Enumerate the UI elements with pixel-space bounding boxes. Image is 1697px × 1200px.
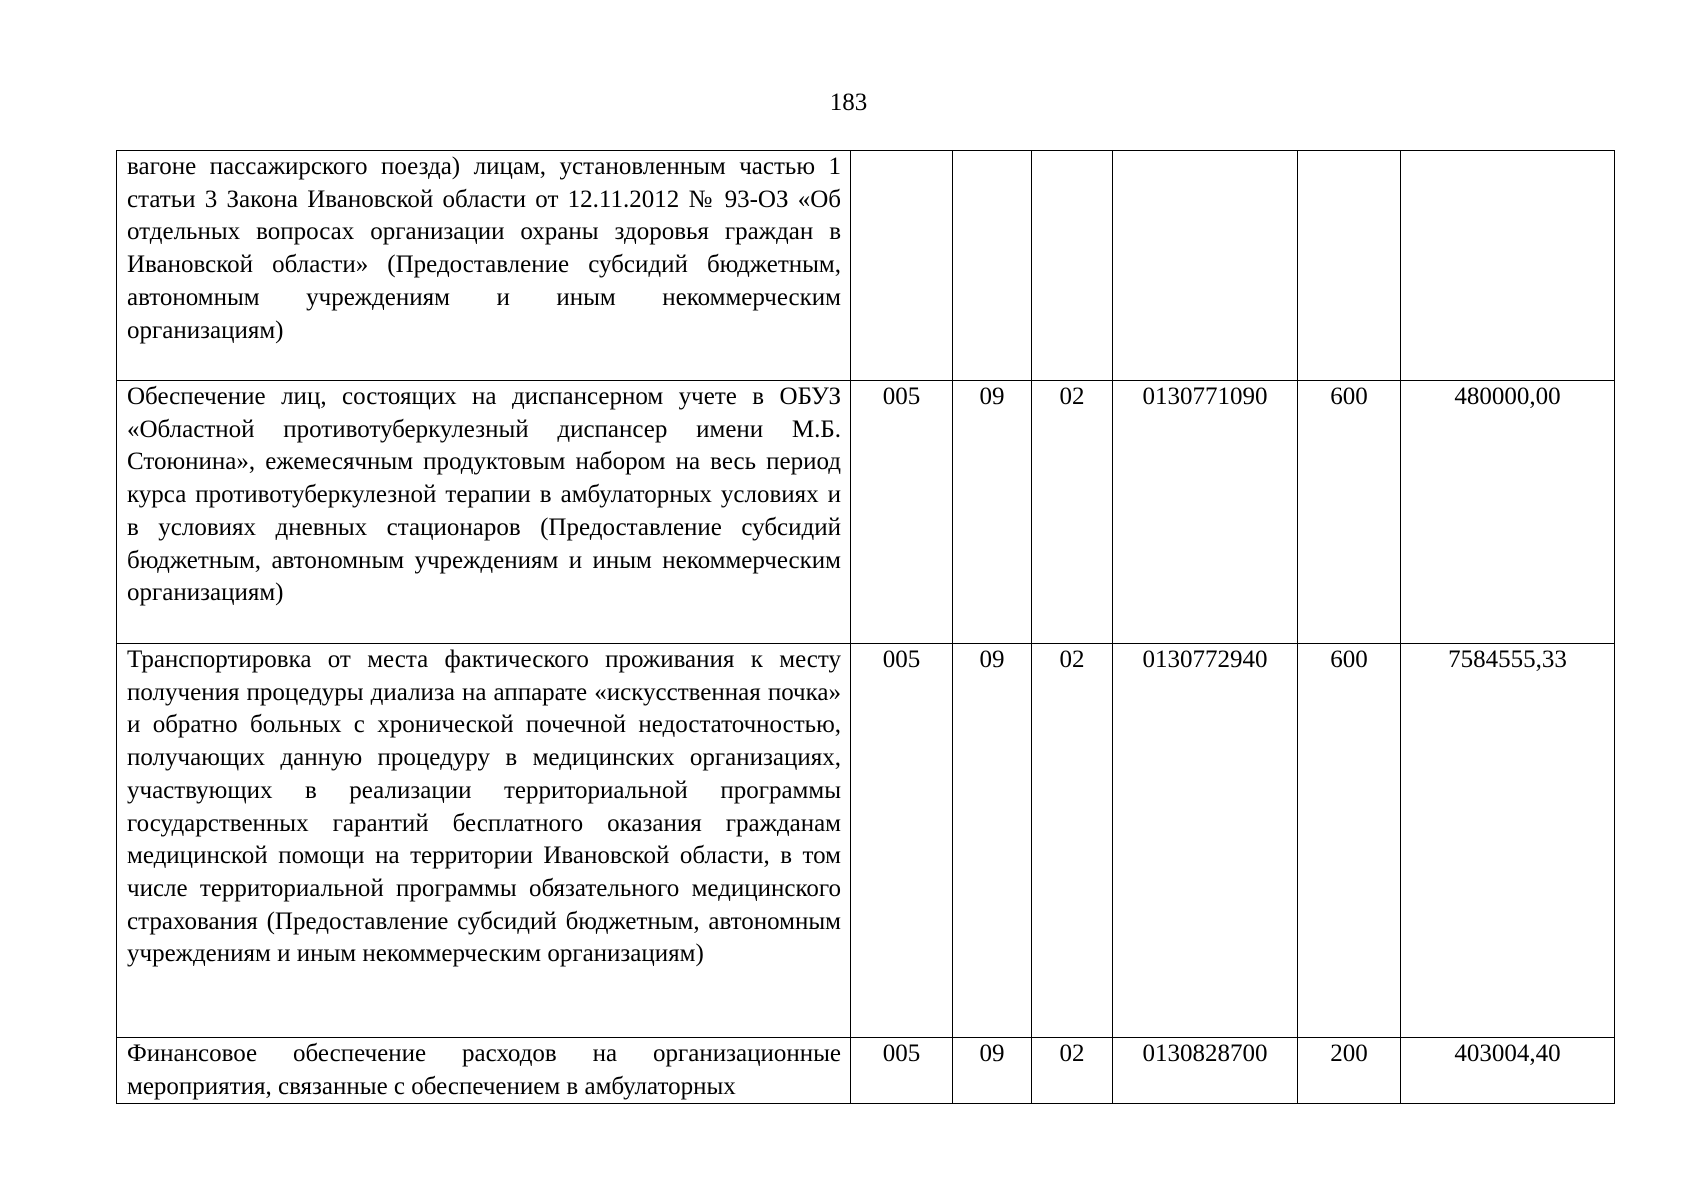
row-description: Транспортировка от места фактического проживания к месту получения процедуры диализа на аппарате «искусственная почка» и обратно больных с хронической почечной недостаточностью, получающих данную процедуру в медицинских организациях, участвующих в реализации территориальной программы государственных гарантий бесплатного оказания гражданам медицинской помощи на территории Ивановской области, в том числе территориальной программы обязательного медицинского страхования (Предоставление субсидий бюджетным, автономным учреждениям и иным некоммерческим организациям) — [117, 644, 851, 1038]
target-item-cell — [1113, 151, 1298, 381]
section-code-cell — [953, 151, 1032, 381]
expense-type-cell — [1298, 151, 1401, 381]
ministry-code-cell: 005 — [851, 644, 953, 1038]
row-description: вагоне пассажирского поезда) лицам, установленным частью 1 статьи 3 Закона Ивановской области от 12.11.2012 № 93-ОЗ «Об отдельных вопросах организации охраны здоровья граждан в Ивановской области» (Предоставление субсидий бюджетным, автономным учреждениям и иным некоммерческим организациям) — [117, 151, 851, 381]
amount-cell: 7584555,33 — [1401, 644, 1615, 1038]
budget-table — [116, 150, 1615, 1104]
amount-cell: 480000,00 — [1401, 381, 1615, 644]
table-row — [117, 644, 1615, 1038]
subsection-code-cell — [1032, 151, 1113, 381]
amount-cell: 403004,40 — [1401, 1038, 1615, 1104]
ministry-code-cell: 005 — [851, 381, 953, 644]
row-description: Обеспечение лиц, состоящих на диспансерном учете в ОБУЗ «Областной противотуберкулезный диспансер имени М.Б. Стоюнина», ежемесячным продуктовым набором на весь период курса противотуберкулезной терапии в амбулаторных условиях и в условиях дневных стационаров (Предоставление субсидий бюджетным, автономным учреждениям и иным некоммерческим организациям) — [117, 381, 851, 644]
subsection-code-cell: 02 — [1032, 1038, 1113, 1104]
table-row — [117, 151, 1615, 381]
subsection-code-cell: 02 — [1032, 644, 1113, 1038]
amount-cell — [1401, 151, 1615, 381]
table-row — [117, 381, 1615, 644]
ministry-code-cell — [851, 151, 953, 381]
target-item-cell: 0130828700 — [1113, 1038, 1298, 1104]
subsection-code-cell: 02 — [1032, 381, 1113, 644]
expense-type-cell: 600 — [1298, 381, 1401, 644]
ministry-code-cell: 005 — [851, 1038, 953, 1104]
section-code-cell: 09 — [953, 644, 1032, 1038]
table-row — [117, 1038, 1615, 1104]
row-description: Финансовое обеспечение расходов на организационные мероприятия, связанные с обеспечением в амбулаторных — [117, 1038, 851, 1104]
target-item-cell: 0130772940 — [1113, 644, 1298, 1038]
expense-type-cell: 200 — [1298, 1038, 1401, 1104]
section-code-cell: 09 — [953, 1038, 1032, 1104]
target-item-cell: 0130771090 — [1113, 381, 1298, 644]
expense-type-cell: 600 — [1298, 644, 1401, 1038]
page-number: 183 — [829, 89, 868, 116]
section-code-cell: 09 — [953, 381, 1032, 644]
